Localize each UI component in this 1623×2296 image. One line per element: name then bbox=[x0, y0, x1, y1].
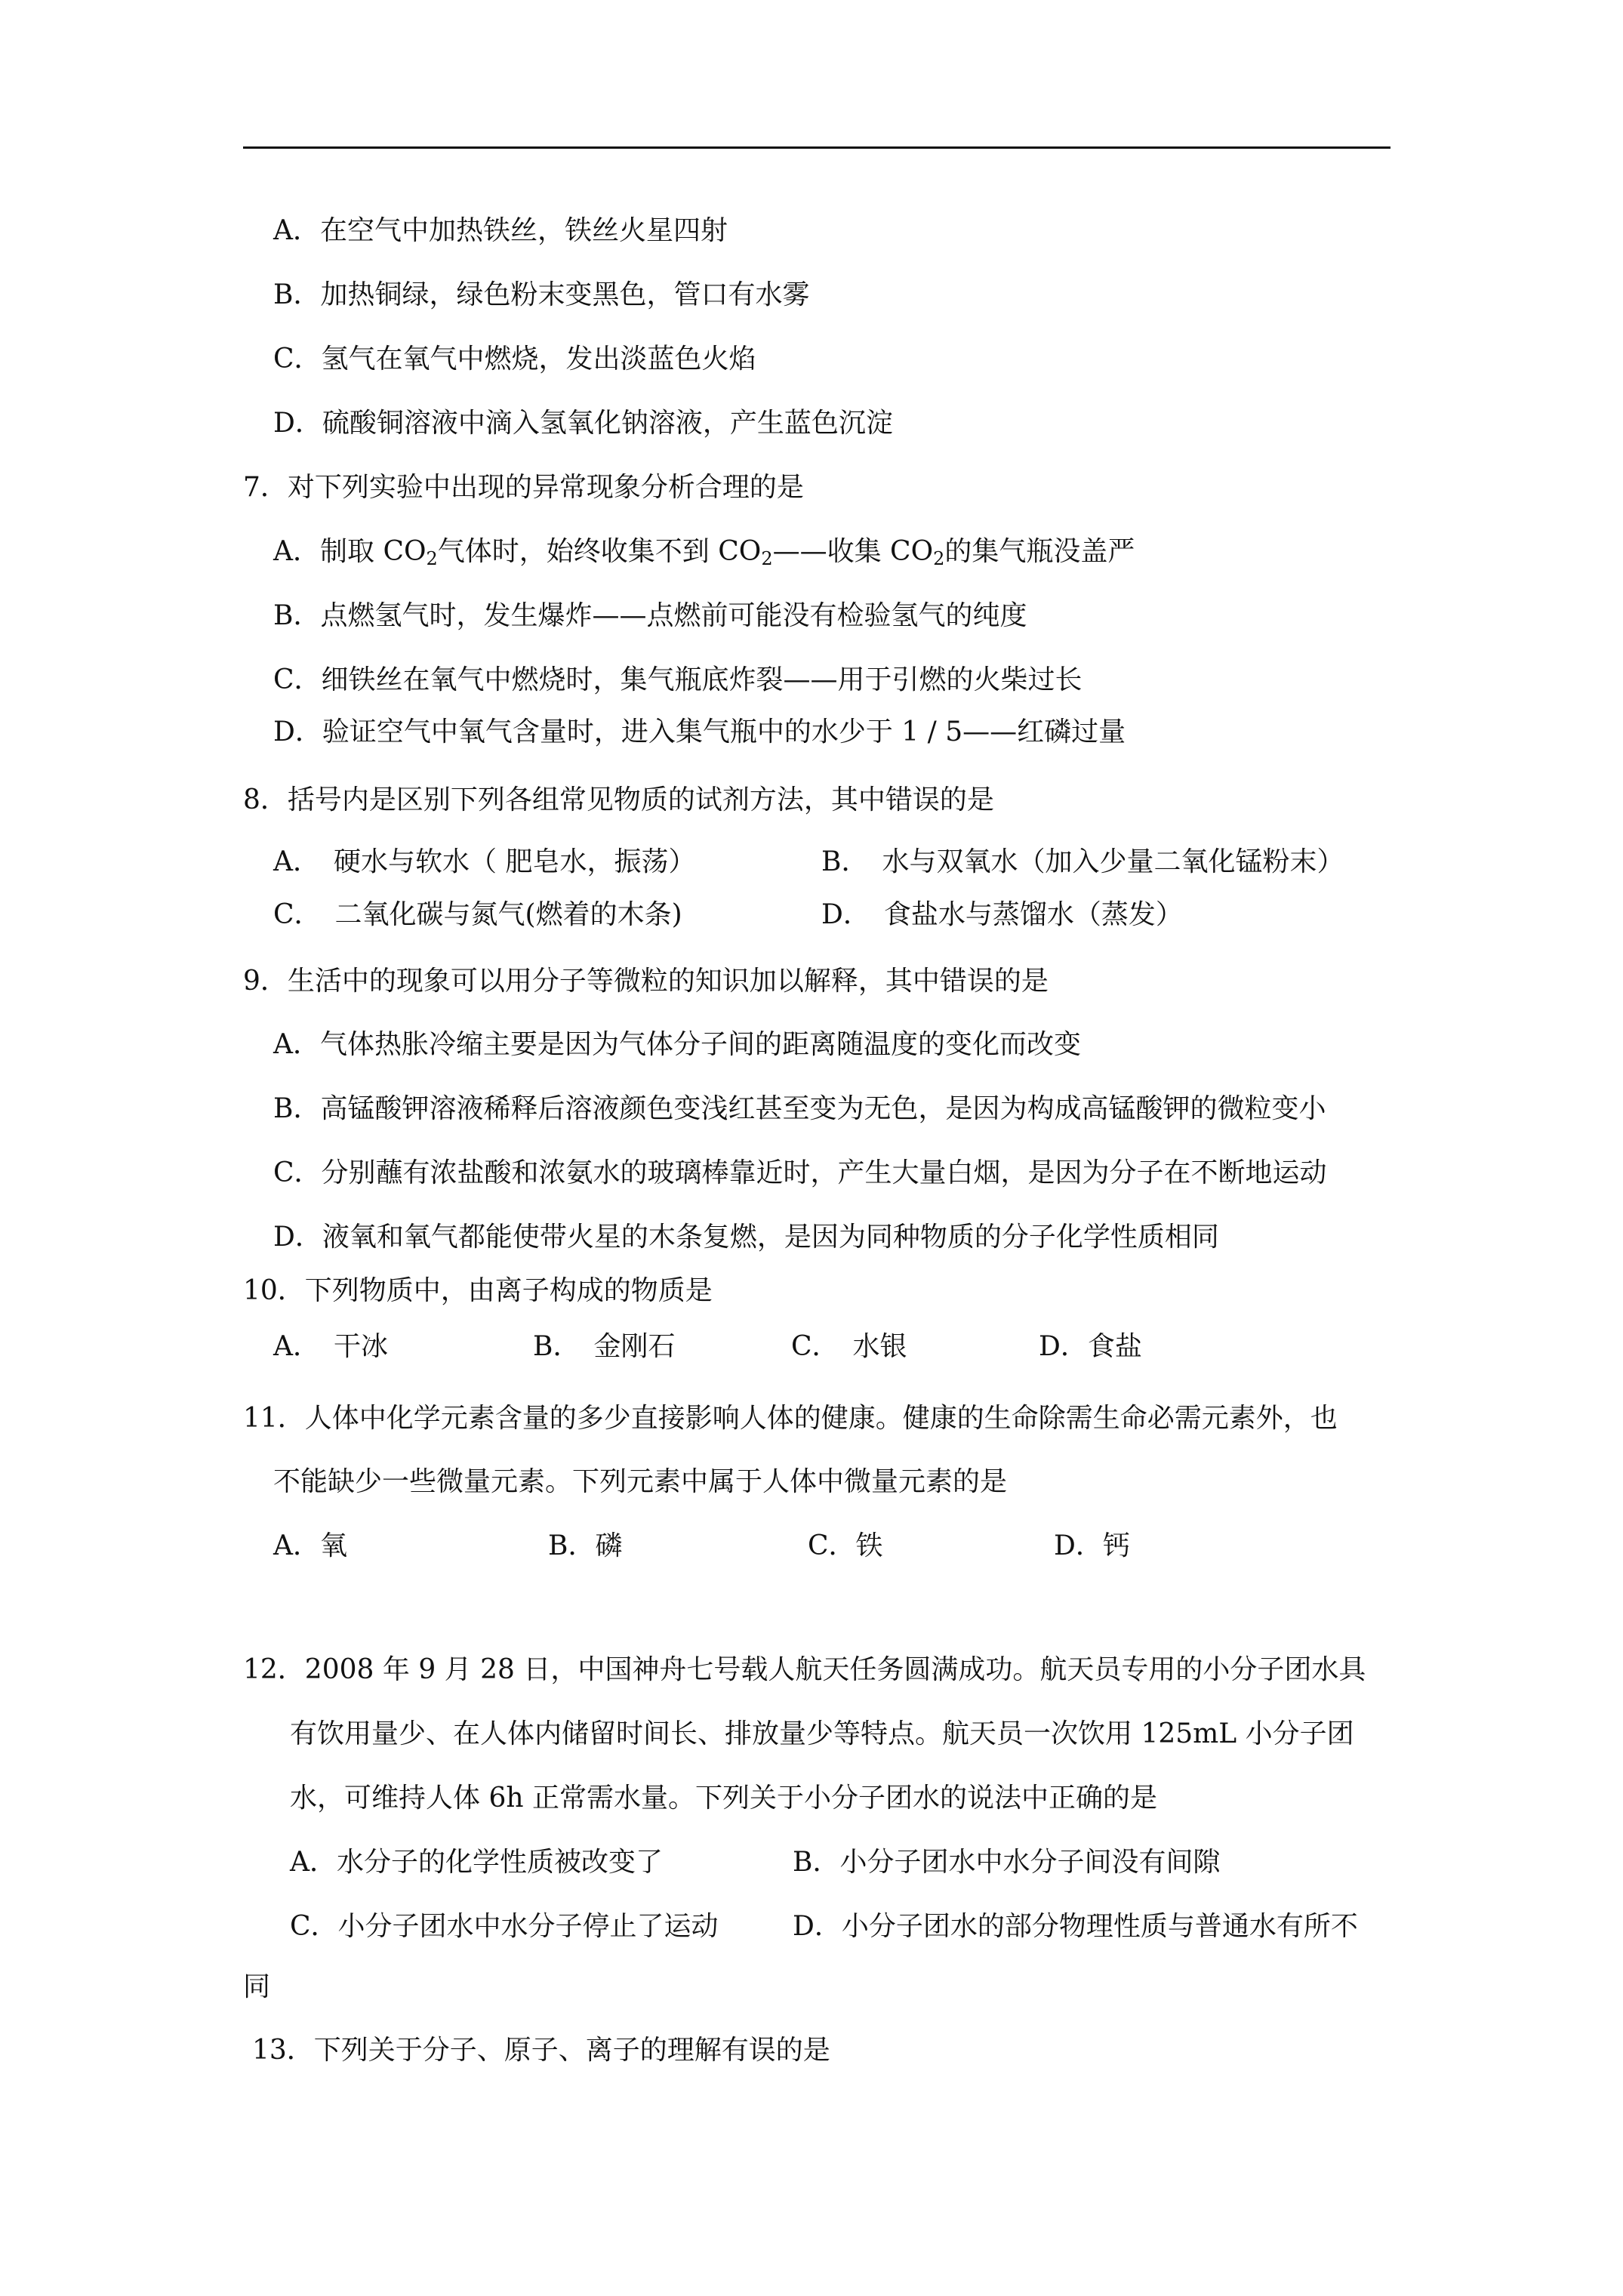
q12-option-a: A．水分子的化学性质被改变了 bbox=[290, 1847, 663, 1878]
q11-option-d: D．钙 bbox=[1054, 1530, 1130, 1561]
q6-option-d: D．硫酸铜溶液中滴入氢氧化钠溶液，产生蓝色沉淀 bbox=[273, 408, 893, 439]
q7-option-b: B．点燃氢气时，发生爆炸——点燃前可能没有检验氢气的纯度 bbox=[273, 600, 1027, 631]
q12-option-d: D．小分子团水的部分物理性质与普通水有所不 bbox=[793, 1911, 1358, 1942]
q13-stem: 13．下列关于分子、原子、离子的理解有误的是 bbox=[252, 2035, 830, 2066]
q12-option-d-wrap: 同 bbox=[243, 1971, 271, 2002]
q9-stem: 9．生活中的现象可以用分子等微粒的知识加以解释，其中错误的是 bbox=[243, 966, 1049, 997]
q10-option-c: C． 水银 bbox=[791, 1331, 907, 1362]
q12-stem-line-1: 12．2008 年 9 月 28 日，中国神舟七号载人航天任务圆满成功。航天员专用的小分子团水具 bbox=[243, 1654, 1366, 1685]
q7-option-c: C．细铁丝在氧气中燃烧时，集气瓶底炸裂——用于引燃的火柴过长 bbox=[273, 664, 1083, 695]
q6-option-a: A．在空气中加热铁丝，铁丝火星四射 bbox=[273, 215, 728, 246]
q11-option-c: C．铁 bbox=[808, 1530, 883, 1561]
q9-option-b: B．高锰酸钾溶液稀释后溶液颜色变浅红甚至变为无色，是因为构成高锰酸钾的微粒变小 bbox=[273, 1093, 1326, 1124]
q9-option-a: A．气体热胀冷缩主要是因为气体分子间的距离随温度的变化而改变 bbox=[273, 1029, 1081, 1060]
q10-option-a: A． 干冰 bbox=[273, 1331, 388, 1362]
q8-stem: 8．括号内是区别下列各组常见物质的试剂方法，其中错误的是 bbox=[243, 784, 994, 815]
q8-option-d: D． 食盐水与蒸馏水（蒸发） bbox=[821, 899, 1183, 930]
q12-option-c: C．小分子团水中水分子停止了运动 bbox=[290, 1911, 719, 1942]
q6-option-b: B．加热铜绿，绿色粉末变黑色，管口有水雾 bbox=[273, 279, 810, 310]
q7-option-a: A．制取 $CO_2$气体时，始终收集不到 $CO_2——$收集 $CO_2$的集气瓶没盖严 bbox=[273, 536, 1135, 569]
q9-option-c: C．分别蘸有浓盐酸和浓氨水的玻璃棒靠近时，产生大量白烟，是因为分子在不断地运动 bbox=[273, 1157, 1327, 1188]
q10-stem: 10．下列物质中，由离子构成的物质是 bbox=[243, 1275, 713, 1306]
q10-option-b: B． 金刚石 bbox=[533, 1331, 676, 1362]
q11-stem-line-2: 不能缺少一些微量元素。下列元素中属于人体中微量元素的是 bbox=[273, 1466, 1008, 1497]
q11-option-b: B．磷 bbox=[548, 1530, 623, 1561]
q11-option-a: A．氧 bbox=[273, 1530, 347, 1561]
q12-stem-line-2: 有饮用量少、在人体内储留时间长、排放量少等特点。航天员一次饮用 125mL 小分子团 bbox=[290, 1718, 1354, 1749]
q8-option-b: B． 水与双氧水（加入少量二氧化锰粉末） bbox=[821, 846, 1344, 877]
header-rule bbox=[243, 146, 1390, 149]
q8-option-a: A． 硬水与软水（ 肥皂水，振荡） bbox=[273, 846, 696, 877]
q10-option-d: D．食盐 bbox=[1039, 1331, 1142, 1362]
q12-option-b: B．小分子团水中水分子间没有间隙 bbox=[793, 1847, 1221, 1878]
q11-stem-line-1: 11．人体中化学元素含量的多少直接影响人体的健康。健康的生命除需生命必需元素外，也 bbox=[243, 1403, 1338, 1434]
q7-option-d: D．验证空气中氧气含量时，进入集气瓶中的水少于 1 / 5——红磷过量 bbox=[273, 717, 1126, 747]
q8-option-c: C． 二氧化碳与氮气(燃着的木条) bbox=[273, 899, 682, 930]
q12-stem-line-3: 水，可维持人体 6h 正常需水量。下列关于小分子团水的说法中正确的是 bbox=[290, 1783, 1157, 1814]
q6-option-c: C．氢气在氧气中燃烧，发出淡蓝色火焰 bbox=[273, 344, 756, 374]
q7-stem: 7．对下列实验中出现的异常现象分析合理的是 bbox=[243, 472, 804, 503]
q9-option-d: D．液氧和氧气都能使带火星的木条复燃，是因为同种物质的分子化学性质相同 bbox=[273, 1222, 1219, 1253]
